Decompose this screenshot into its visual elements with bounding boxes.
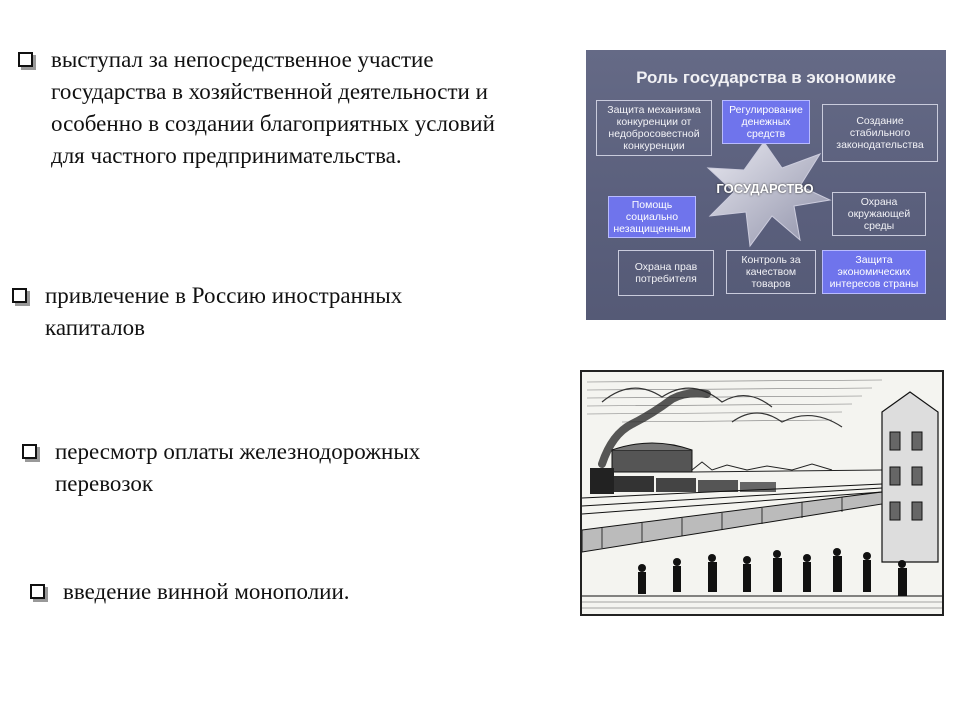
checkbox-bullet-icon — [18, 52, 33, 67]
bullet-item — [30, 576, 450, 608]
diagram-box: Защита механизма конкуренции от недобросовестной конкуренции — [596, 100, 712, 156]
bullet-item — [12, 280, 532, 344]
diagram-box: Охрана прав потребителя — [618, 250, 714, 296]
railway-station-illustration — [580, 370, 944, 616]
bullet-item — [18, 44, 578, 172]
diagram-box: Охрана окружающей среды — [832, 192, 926, 236]
bullet-text: выступал за непосредственное участие государства в хозяйственной деятельности и особенно в создании благоприятных условий для частного предпринимательства. — [51, 47, 495, 168]
checkbox-bullet-icon — [30, 584, 45, 599]
diagram-box: Регулирование денежных средств — [722, 100, 810, 144]
checkbox-bullet-icon — [12, 288, 27, 303]
diagram-title: Роль государства в экономике — [636, 68, 896, 87]
bullet-text: введение винной монополии. — [63, 579, 350, 604]
engraving-drawing — [582, 372, 942, 614]
bullet-text: привлечение в Россию иностранных капиталов — [45, 283, 403, 340]
diagram-box: Создание стабильного законодательства — [822, 104, 938, 162]
bullet-text: пересмотр оплаты железнодорожных перевозок — [55, 439, 421, 496]
diagram-center-label: ГОСУДАРСТВО — [716, 181, 814, 196]
diagram-box: Контроль за качеством товаров — [726, 250, 816, 294]
checkbox-bullet-icon — [22, 444, 37, 459]
diagram-box: Помощь социально незащищенным — [608, 196, 696, 238]
diagram-box: Защита экономических интересов страны — [822, 250, 926, 294]
economy-role-diagram — [586, 50, 946, 320]
bullet-item — [22, 436, 542, 500]
